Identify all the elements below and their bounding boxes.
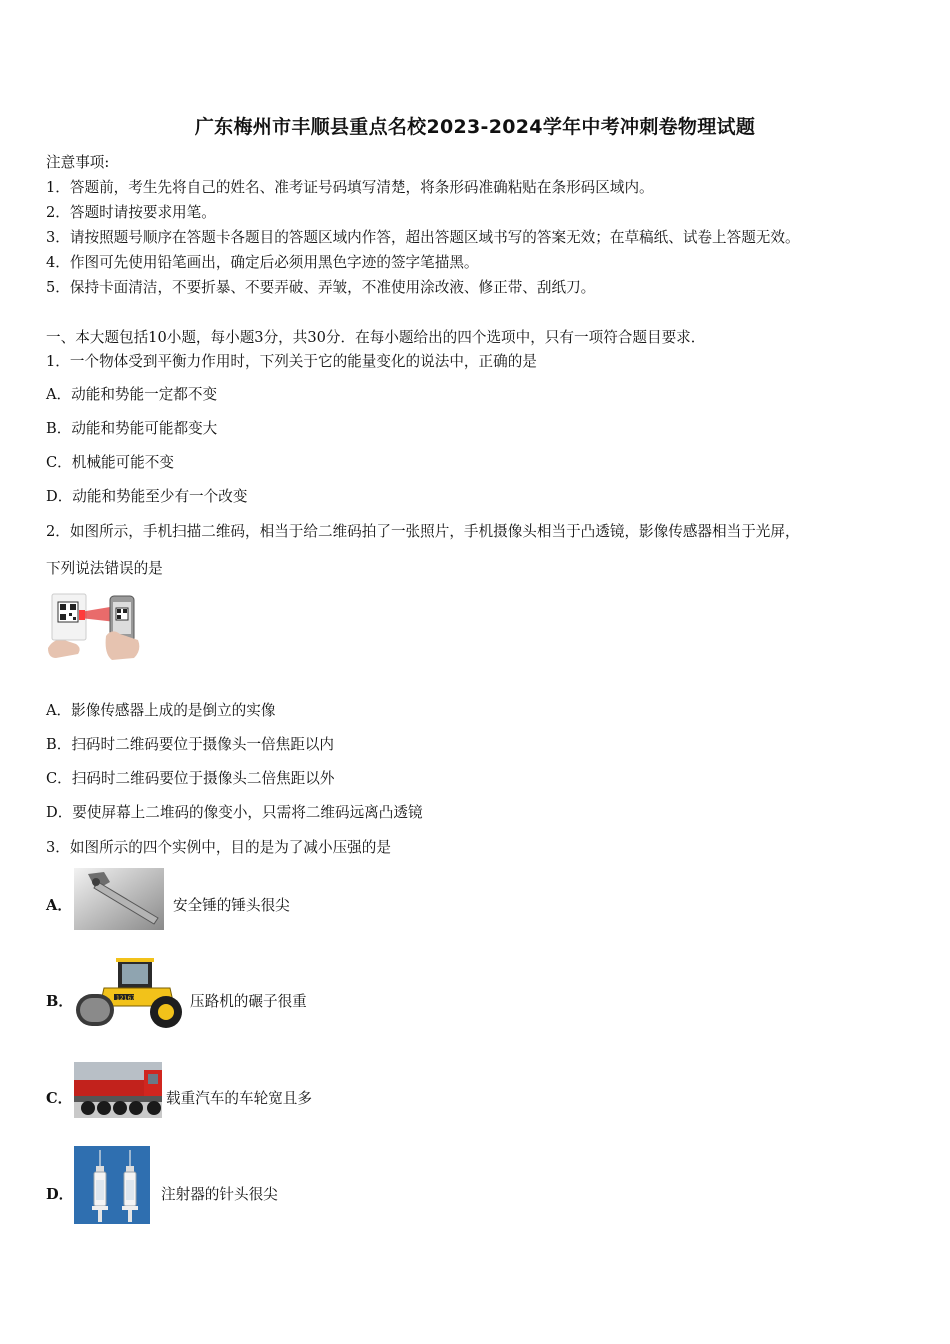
q2-stem: 2．如图所示，手机扫描二维码，相当于给二维码拍了一张照片，手机摄像头相当于凸透镜，影像传感器相当于光屏， [46, 523, 800, 540]
q1-option-a: A．动能和势能一定都不变 [46, 386, 218, 403]
q2-option-a: A．影像传感器上成的是倒立的实像 [46, 702, 276, 719]
q3-option-a-label: A． [46, 897, 72, 914]
q3-option-c-text: 载重汽车的车轮宽且多 [166, 1090, 312, 1107]
q2-stem-cont: 下列说法错误的是 [46, 560, 163, 577]
q3-option-d-text: 注射器的针头很尖 [161, 1186, 278, 1203]
q1-stem: 1．一个物体受到平衡力作用时，下列关于它的能量变化的说法中，正确的是 [46, 353, 537, 370]
qr-scan-figure [46, 588, 142, 662]
heavy-truck-figure [74, 1062, 162, 1118]
notice-item: 2．答题时请按要求用笔。 [46, 204, 216, 221]
q3-option-b-label: B． [46, 993, 73, 1010]
q1-option-b: B．动能和势能可能都变大 [46, 420, 218, 437]
notice-item: 5．保持卡面清洁，不要折暴、不要弄破、弄皱，不准使用涂改液、修正带、刮纸刀。 [46, 279, 596, 296]
q1-option-c: C．机械能可能不变 [46, 454, 174, 471]
q3-option-b-text: 压路机的碾子很重 [190, 993, 307, 1010]
notice-item: 4．作图可先使用铅笔画出，确定后必须用黑色字迹的签字笔描黑。 [46, 254, 479, 271]
safety-hammer-figure [74, 868, 164, 930]
roller-plate: 12167 [116, 995, 136, 1002]
q3-option-a-text: 安全锤的锤头很尖 [173, 897, 290, 914]
notice-heading: 注意事项: [46, 154, 110, 171]
q2-option-c: C．扫码时二维码要位于摄像头二倍焦距以外 [46, 770, 335, 787]
notice-item: 3．请按照题号顺序在答题卡各题目的答题区域内作答，超出答题区域书写的答案无效；在草稿纸、试卷上答题无效。 [46, 229, 800, 246]
syringe-figure [74, 1146, 150, 1224]
section-heading: 一、本大题包括10小题，每小题3分，共30分．在每小题给出的四个选项中，只有一项符合题目要求． [46, 329, 706, 346]
road-roller-figure [74, 954, 190, 1030]
q3-stem: 3．如图所示的四个实例中，目的是为了减小压强的是 [46, 839, 391, 856]
q3-option-c-label: C． [46, 1090, 73, 1107]
notice-item: 1．答题前，考生先将自己的姓名、准考证号码填写清楚，将条形码准确粘贴在条形码区域内。 [46, 179, 654, 196]
q2-option-b: B．扫码时二维码要位于摄像头一倍焦距以内 [46, 736, 335, 753]
q1-option-d: D．动能和势能至少有一个改变 [46, 488, 248, 505]
q2-option-d: D．要使屏幕上二堆码的像变小，只需将二维码远离凸透镜 [46, 804, 423, 821]
q3-option-d-label: D． [46, 1186, 74, 1203]
page-title: 广东梅州市丰顺县重点名校2023-2024学年中考冲刺卷物理试题 [194, 116, 756, 138]
